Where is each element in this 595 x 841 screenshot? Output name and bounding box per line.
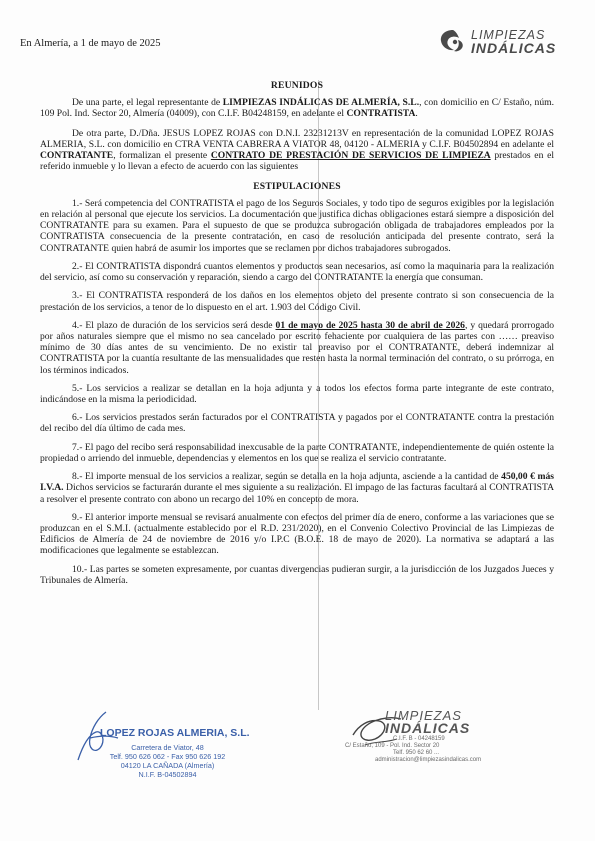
client-stamp-name: LOPEZ ROJAS ALMERIA, S.L. xyxy=(100,727,250,739)
section-title-reunidos: REUNIDOS xyxy=(270,80,324,91)
contractor-stamp-email: administracion@limpiezasindalicas.com xyxy=(375,757,482,763)
contract-body xyxy=(40,80,554,593)
clause-6: 6.- Los servicios prestados serán facturados por el CONTRATISTA y pagados por el CONTRATANTE contra la prestación del recibo del día último de cada mes. xyxy=(40,412,554,435)
client-stamp xyxy=(60,708,275,813)
contractor-stamp-phone: Telf. 950 62 60 ... xyxy=(393,750,440,756)
logo-text-top: LIMPIEZAS xyxy=(471,28,546,42)
client-stamp-phone: Telf. 950 626 062 - Fax 950 626 192 xyxy=(109,752,226,761)
contractor-stamp-line1: LIMPIEZAS xyxy=(385,708,462,723)
contractor-stamp-street: C/ Estaño, 109 - Pol. Ind. Sector 20 xyxy=(345,743,440,749)
party-contractor-paragraph: De una parte, el legal representante de LIMPIEZAS INDÁLICAS DE ALMERÍA, S.L., con domicilio en C/ Estaño, núm. 109 Pol. Ind. Sector 20, Almería (04009), con C.I.F. B04248159, en adelante el CONTRATISTA. xyxy=(40,97,554,120)
contractor-stamp-line2: INDÁLICAS xyxy=(385,720,471,736)
client-stamp-address: Carretera de Viator, 48 xyxy=(131,743,204,752)
contractor-stamp-cif: C.I.F. B - 04248159 xyxy=(393,736,445,742)
clause-4: 4.- El plazo de duración de los servicios será desde 01 de mayo de 2025 hasta 30 de abril de 2026, y quedará prorrogado por años naturales siempre que el mismo no sea cancelado por escrito fehaciente por cualquiera de las partes con …… preaviso mínimo de 30 días antes de su vencimiento. De no existir tal preaviso por el CONTRATANTE, deberá indemnizar al CONTRATISTA por la cuantía resultante de las mensualidades que resten hasta la normal terminación del contrato, o su prórroga, en los términos indicados. xyxy=(40,319,555,376)
clause-8: 8.- El importe mensual de los servicios a realizar, según se detalla en la hoja adjunta, asciende a la cantidad de 450,00 € más I.V.A. Dichos servicios se facturarán durante el mes siguiente a su realización. El impago de las facturas facultará al CONTRATISTA a resolver el presente contrato con abono un recargo del 10% en concepto de mora. xyxy=(40,471,555,505)
company-logo xyxy=(438,27,568,59)
client-stamp-city: 04120 LA CAÑADA (Almería) xyxy=(120,761,215,770)
clause-2: 2.- El CONTRATISTA dispondrá cuantos elementos y productos sean necesarios, así como la maquinaria para la realización del servicio, así como su conservación y reparación, siendo a cargo del CONTRATANTE la energía que consuman. xyxy=(40,260,554,284)
contractor-stamp xyxy=(335,705,555,765)
clause-7: 7.- El pago del recibo será responsabilidad inexcusable de la parte CONTRATANTE, independientemente de quién ostente la propiedad o arriendo del inmueble, dependencias y elementos en los que se realiza el servicio contratante. xyxy=(40,441,554,464)
section-title-estipulaciones: ESTIPULACIONES xyxy=(253,180,341,192)
clause-10: 10.- Las partes se someten expresamente, por cuantas divergencias pudieran surgir, a la jurisdicción de los Juzgados Jueces y Tribunales de Almería. xyxy=(40,563,554,586)
logo-text-bottom: INDÁLICAS xyxy=(471,40,557,56)
clause-5: 5.- Los servicios a realizar se detallan en la hoja adjunta y a todos los efectos forma parte integrante de este contrato, indicándose en la misma la periodicidad. xyxy=(40,382,554,406)
place-date: En Almería, a 1 de mayo de 2025 xyxy=(20,38,161,49)
logo-swirl-icon xyxy=(438,27,468,55)
party-client-paragraph: De otra parte, D./Dña. JESUS LOPEZ ROJAS con D.N.I. 23231213V en representación de la comunidad LOPEZ ROJAS ALMERIA, S.L. con domicilio en CTRA VENTA CABRERA A VIATOR 48, 04120 - ALMERIA y C.I.F. B04502894 en adelante el CONTRATANTE, formalizan el presente CONTRATO DE PRESTACIÓN DE SERVICIOS DE LIMPIEZA prestados en el referido inmueble y lo llevan a efecto de acuerdo con las siguientes xyxy=(40,127,554,173)
clause-1: 1.- Será competencia del CONTRATISTA el pago de los Seguros Sociales, y todo tipo de seguros exigibles por la legislación en relación al personal que ejecute los servicios. La documentación que justifica dichas obligaciones estará siempre a disposición del CONTRATANTE para su examen. Para el supuesto de que se produzca subrogación obligada de trabajadores empleados por la CONTRATISTA consecuencia de la presente contratación, en caso de resolución anticipada del presente contrato, será la CONTRATANTE quien habrá de asumir los importes que se reclamen por dichos trabajadores subrogados. xyxy=(40,197,554,254)
client-stamp-nif: N.I.F. B-04502894 xyxy=(138,770,197,779)
clause-3: 3.- El CONTRATISTA responderá de los daños en los elementos objeto del presente contrato si son consecuencia de la prestación de los servicios, a tenor de lo dispuesto en el art. 1.903 del Código Civil. xyxy=(40,290,554,313)
clause-9: 9.- El anterior importe mensual se revisará anualmente con efectos del primer día de enero, conforme a las variaciones que se produzcan en el S.M.I. (actualmente establecido por el R.D. 231/2020), en el Convenio Colectivo Provincial de las Limpiezas de Edificios de Almería de 24 de noviembre de 2016 y/o I.P.C (B.O.E. 18 de mayo de 2020). La normativa se adaptará a las modificaciones que legalmente se establezcan. xyxy=(40,511,554,557)
